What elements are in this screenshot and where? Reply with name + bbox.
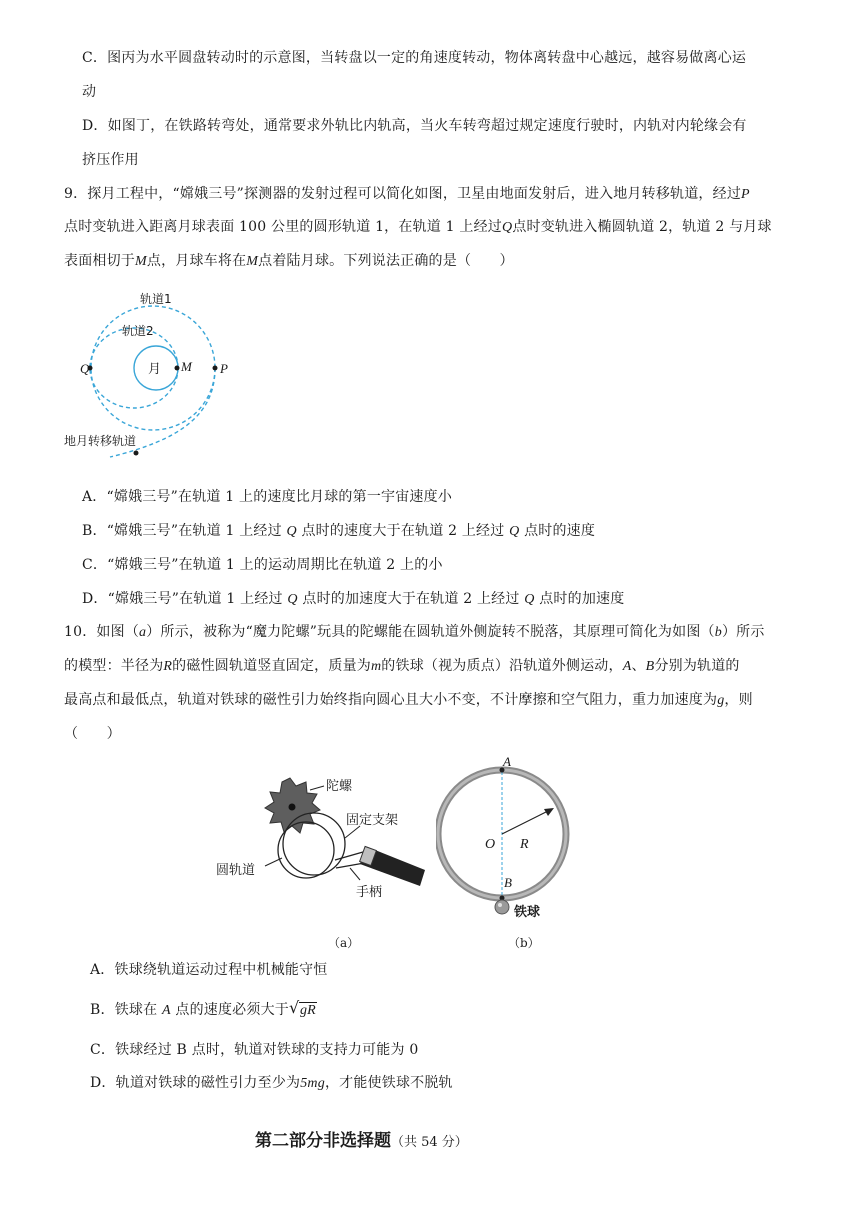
point-p-label: P: [220, 361, 228, 376]
q8-option-c-line1: C．图丙为水平圆盘转动时的示意图，当转盘以一定的角速度转动，物体离转盘中心越远，越容易做离心运: [82, 50, 747, 66]
q10-option-a: A．铁球绕轨道运动过程中机械能守恒: [90, 962, 328, 978]
point-m-label: M: [181, 359, 192, 374]
q9-stem-line2: 点时变轨进入距离月球表面 100 公里的圆形轨道 1，在轨道 1 上经过Q点时变轨进入椭圆轨道 2，轨道 2 与月球: [64, 219, 772, 235]
q10-stem-line2: 的模型：半径为R的磁性圆轨道竖直固定，质量为m的铁球（视为质点）沿轨道外侧运动，A、B分别为轨道的: [64, 658, 740, 674]
q10-option-c: C．铁球经过 B 点时，轨道对铁球的支持力可能为 0: [90, 1042, 419, 1058]
center-o-label: O: [485, 837, 496, 852]
q10-option-b: B．铁球在 A 点的速度必须大于 √ gR: [90, 1000, 317, 1021]
figure-b-caption: （b）: [508, 936, 540, 950]
sqrt-expression: √ gR: [288, 998, 316, 1018]
section-title: 第二部分非选择题（共 54 分）: [255, 1131, 468, 1151]
q9-option-b: B．“嫦娥三号”在轨道 1 上经过 Q 点时的速度大于在轨道 2 上经过 Q 点时的速度: [82, 523, 596, 539]
q8-option-c-line2: 动: [82, 84, 97, 100]
orbit2-label: 轨道2: [122, 324, 154, 338]
iron-ball-label: 铁球: [514, 905, 541, 920]
support-label: 固定支架: [346, 813, 399, 828]
q10-figure-a: [210, 768, 440, 908]
q9-stem-line1: 9．探月工程中，“嫦娥三号”探测器的发射过程可以简化如图，卫星由地面发射后，进入地月转移轨道，经过P: [64, 186, 750, 202]
spinning-top-label: 陀螺: [326, 779, 353, 794]
point-a-label: A: [503, 755, 511, 769]
figure-a-caption: （a）: [328, 936, 360, 950]
q9-stem-line3: 表面相切于M点，月球车将在M点着陆月球。下列说法正确的是（ ）: [64, 253, 514, 269]
orbit1-label: 轨道1: [140, 292, 172, 306]
q10-stem-line3: 最高点和最低点，轨道对铁球的磁性引力始终指向圆心且大小不变，不计摩擦和空气阻力，重力加速度为g，则: [64, 692, 753, 708]
radius-r-label: R: [520, 837, 529, 852]
q9-option-c: C．“嫦娥三号”在轨道 1 上的运动周期比在轨道 2 上的小: [82, 557, 443, 573]
handle-label: 手柄: [356, 885, 383, 900]
q10-figure-b: [436, 755, 606, 925]
track-label: 圆轨道: [216, 863, 256, 878]
q10-stem-line4: （ ）: [64, 726, 121, 742]
q10-stem-line1: 10．如图（a）所示，被称为“魔力陀螺”玩具的陀螺能在圆轨道外侧旋转不脱落，其原理可简化为如图（b）所示: [64, 624, 765, 640]
point-q-label: Q: [80, 361, 90, 376]
q9-option-a: A．“嫦娥三号”在轨道 1 上的速度比月球的第一宇宙速度小: [82, 489, 453, 505]
transfer-orbit-label: 地月转移轨道: [64, 434, 137, 448]
q9-option-d: D．“嫦娥三号”在轨道 1 上经过 Q 点时的加速度大于在轨道 2 上经过 Q 点时的加速度: [82, 591, 625, 607]
q8-option-d-line1: D．如图丁，在铁路转弯处，通常要求外轨比内轨高，当火车转弯超过规定速度行驶时，内轨对内轮缘会有: [82, 118, 747, 134]
q9-orbit-figure: [60, 285, 250, 465]
q10-option-d: D．轨道对铁球的磁性引力至少为5mg，才能使铁球不脱轨: [90, 1075, 453, 1091]
moon-label: 月: [148, 362, 162, 377]
q8-option-d-line2: 挤压作用: [82, 152, 139, 168]
point-b-label: B: [504, 875, 512, 890]
